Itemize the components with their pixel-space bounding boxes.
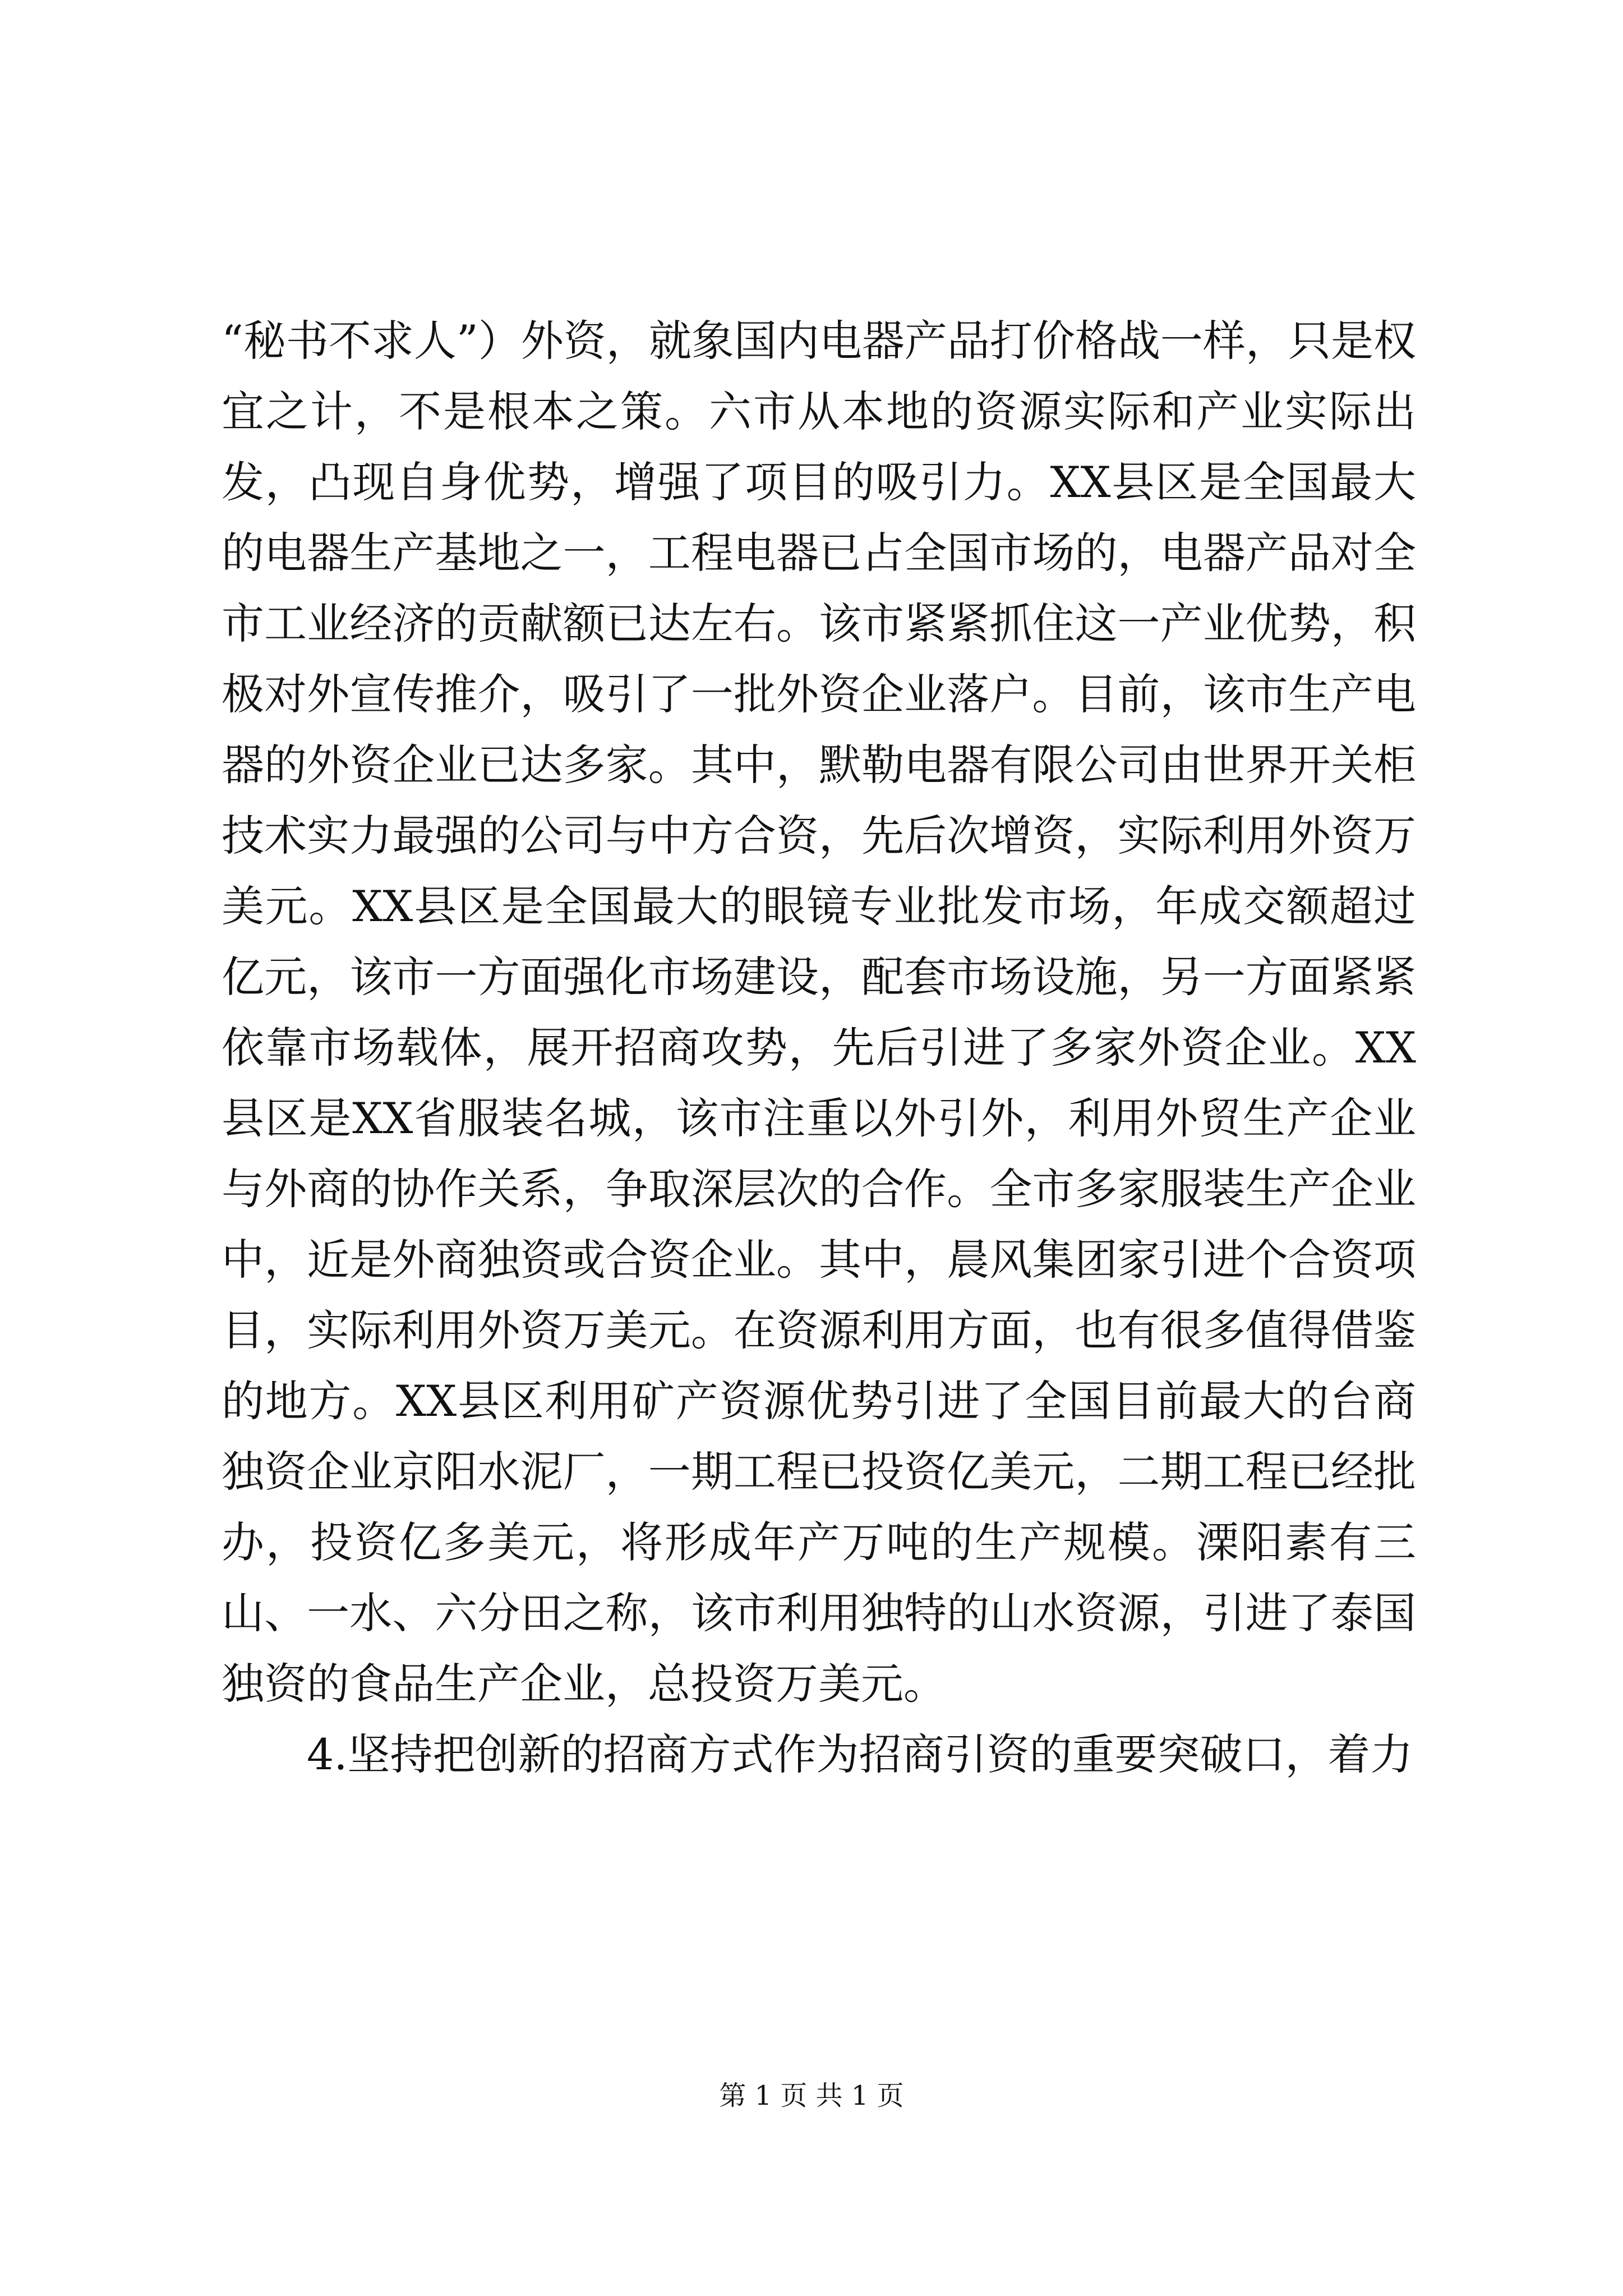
page-footer: 第 1 页 共 1 页 xyxy=(719,2080,904,2111)
document-body xyxy=(222,306,1416,1790)
paragraph-foreign-investment-examples: “秘书不求人”）外资，就象国内电器产品打价格战一样，只是权宜之计，不是根本之策。六市从本地的资源实际和产业实际出发，凸现自身优势，增强了项目的吸引力。XX县区是全国最大的电器生产基地之一，工程电器已占全国市场的，电器产品对全市工业经济的贡献额已达左右。该市紧紧抓住这一产业优势，积极对外宣传推介，吸引了一批外资企业落户。目前，该市生产电器的外资企业已达多家。其中，默勒电器有限公司由世界开关柜技术实力最强的公司与中方合资，先后次增资，实际利用外资万美元。XX县区是全国最大的眼镜专业批发市场，年成交额超过亿元，该市一方面强化市场建设，配套市场设施，另一方面紧紧依靠市场载体，展开招商攻势，先后引进了多家外资企业。XX县区是XX省服装名城，该市注重以外引外，利用外贸生产企业与外商的协作关系，争取深层次的合作。全市多家服装生产企业中，近是外商独资或合资企业。其中，晨风集团家引进个合资项目，实际利用外资万美元。在资源利用方面，也有很多值得借鉴的地方。XX县区利用矿产资源优势引进了全国目前最大的台商独资企业京阳水泥厂，一期工程已投资亿美元，二期工程已经批办，投资亿多美元，将形成年产万吨的生产规模。溧阳素有三山、一水、六分田之称，该市利用独特的山水资源，引进了泰国独资的食品生产企业，总投资万美元。 xyxy=(222,316,1416,1709)
paragraph-item-4-heading: 4.坚持把创新的招商方式作为招商引资的重要突破口，着力 xyxy=(307,1729,1413,1779)
